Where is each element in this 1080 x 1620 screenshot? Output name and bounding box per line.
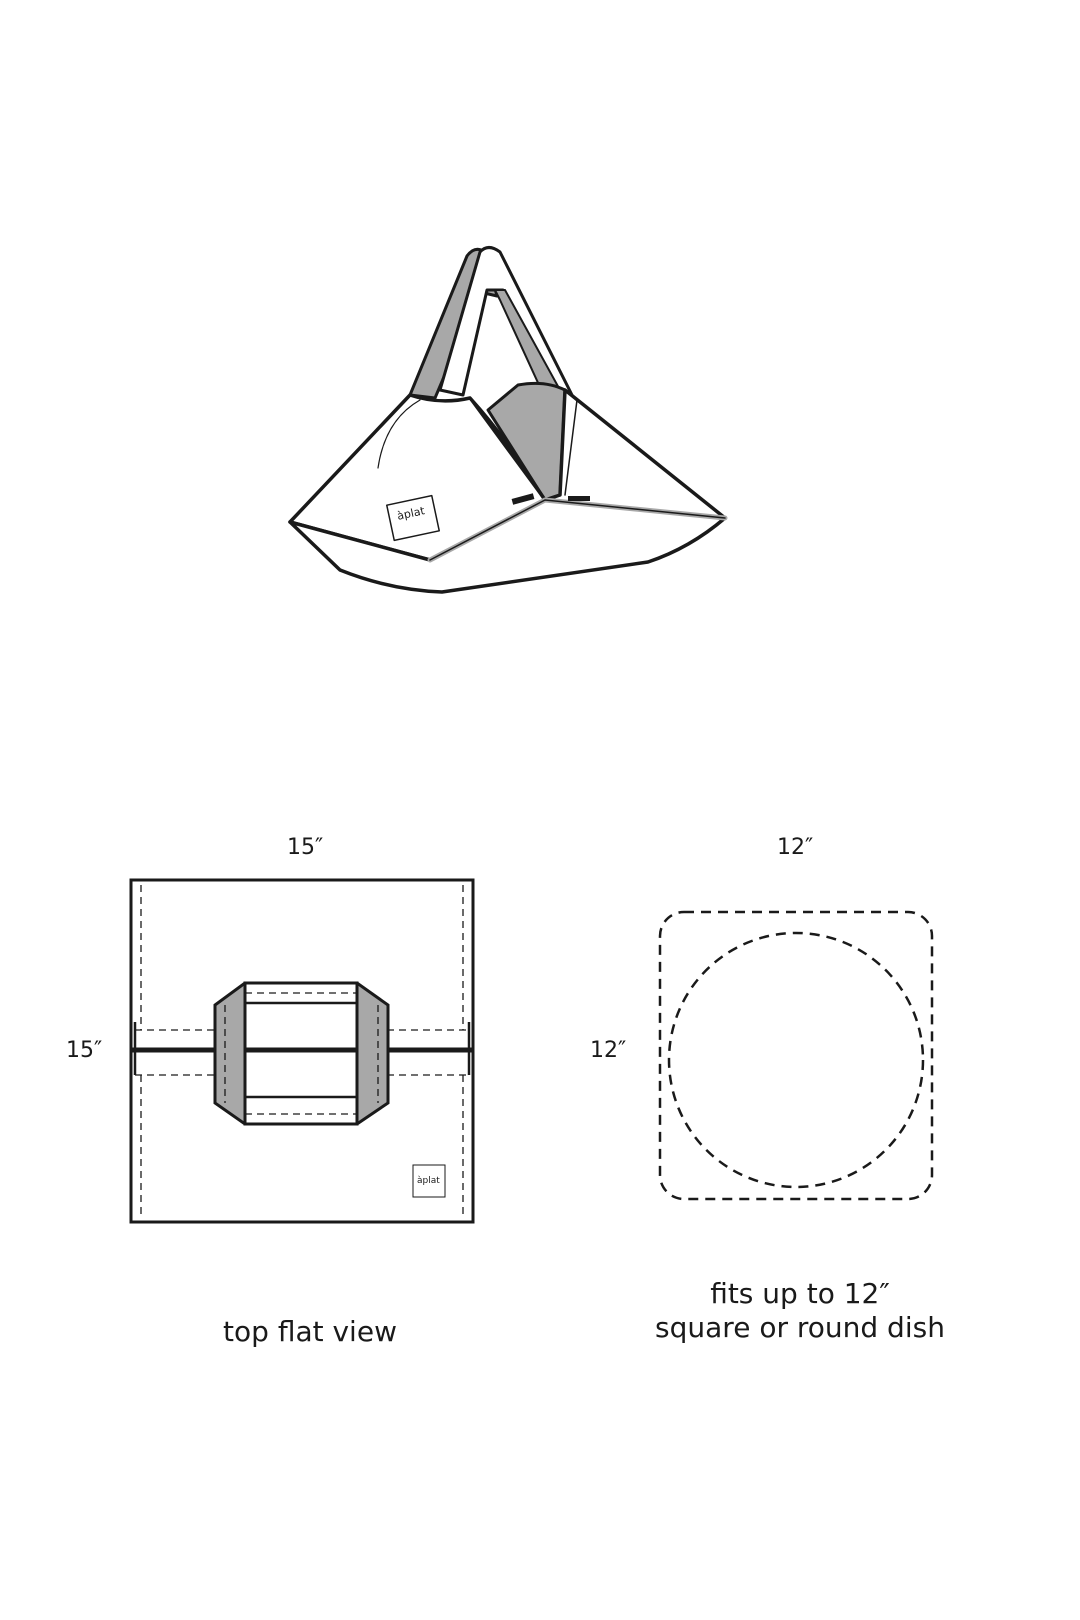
square-dish-outline — [660, 912, 932, 1199]
dish-fit-drawing — [660, 912, 932, 1199]
dish-caption-line2: square or round dish — [655, 1311, 945, 1344]
dish-width-label: 12″ — [777, 835, 814, 860]
flat-view-drawing — [131, 880, 473, 1222]
bag-logo-text: àplat — [395, 504, 426, 523]
flat-view-caption-text: top flat view — [223, 1315, 397, 1348]
flat-logo-text: àplat — [417, 1176, 440, 1186]
bag-illustration — [290, 248, 725, 593]
flat-width-label: 15″ — [287, 835, 324, 860]
round-dish-outline — [669, 933, 923, 1187]
flat-view-caption — [160, 1315, 460, 1349]
dish-caption-line1: fits up to 12″ — [710, 1277, 890, 1310]
dish-fit-caption — [630, 1277, 970, 1345]
flat-height-label: 15″ — [66, 1038, 103, 1063]
dish-height-label: 12″ — [590, 1038, 627, 1063]
